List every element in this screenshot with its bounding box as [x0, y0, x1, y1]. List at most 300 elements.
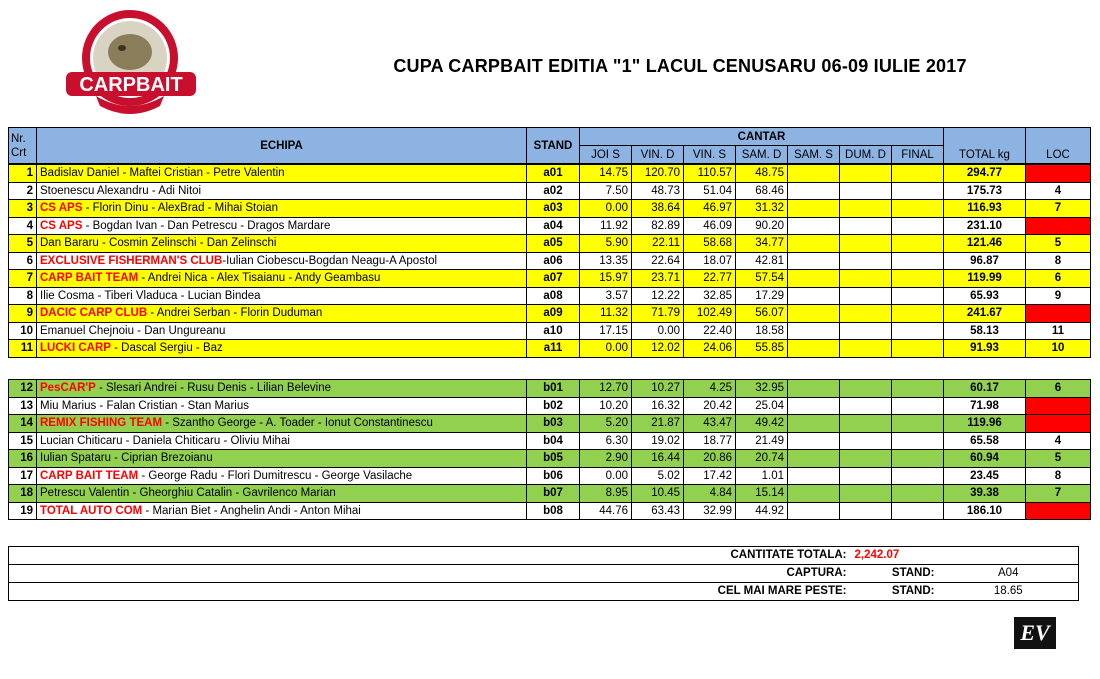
row-nr: 6 — [9, 252, 37, 270]
header-sub-0: JOI S — [580, 146, 632, 164]
row-weight — [840, 235, 892, 253]
row-weight: 18.07 — [684, 252, 736, 270]
row-weight: 1.01 — [736, 467, 788, 485]
row-weight — [892, 200, 944, 218]
row-weight: 15.97 — [580, 270, 632, 288]
row-weight — [892, 432, 944, 450]
club-name: REMIX FISHING TEAM — [40, 417, 163, 430]
row-weight — [840, 287, 892, 305]
table-row — [9, 235, 1091, 253]
table-row — [9, 340, 1091, 358]
row-weight — [788, 415, 840, 433]
row-weight: 68.46 — [736, 182, 788, 200]
team-members: - Florin Dinu - AlexBrad - Mihai Stoian — [82, 202, 278, 215]
row-loc: 5 — [1026, 450, 1091, 468]
row-total: 39.38 — [944, 485, 1026, 503]
row-weight: 15.14 — [736, 485, 788, 503]
row-total: 121.46 — [944, 235, 1026, 253]
team-members: Stoenescu Alexandru - Adi Nitoi — [40, 184, 202, 197]
results-group-b — [8, 379, 1091, 520]
row-weight — [892, 380, 944, 398]
row-weight — [788, 380, 840, 398]
row-weight: 43.47 — [684, 415, 736, 433]
captura-stand-label: STAND: — [851, 565, 939, 583]
header-cantar: CANTAR — [580, 128, 944, 146]
row-weight: 10.20 — [580, 397, 632, 415]
row-stand: a08 — [527, 287, 580, 305]
row-loc: 5 — [1026, 235, 1091, 253]
row-weight — [788, 235, 840, 253]
table-row — [9, 432, 1091, 450]
header-sub-1: VIN. D — [632, 146, 684, 164]
row-weight — [788, 217, 840, 235]
row-stand: a09 — [527, 305, 580, 323]
row-weight: 4.25 — [684, 380, 736, 398]
row-weight: 102.49 — [684, 305, 736, 323]
row-weight: 46.97 — [684, 200, 736, 218]
row-weight: 110.57 — [684, 165, 736, 183]
row-weight: 3.57 — [580, 287, 632, 305]
row-stand: b02 — [527, 397, 580, 415]
results-header — [8, 127, 1091, 164]
row-weight — [788, 397, 840, 415]
row-weight: 4.84 — [684, 485, 736, 503]
svg-text:CARPBAIT: CARPBAIT — [79, 74, 183, 96]
row-total: 231.10 — [944, 217, 1026, 235]
table-row — [9, 450, 1091, 468]
row-weight — [840, 450, 892, 468]
row-weight — [840, 200, 892, 218]
row-weight: 32.95 — [736, 380, 788, 398]
row-loc: 7 — [1026, 485, 1091, 503]
row-total: 65.58 — [944, 432, 1026, 450]
row-total: 175.73 — [944, 182, 1026, 200]
row-loc: 3 — [1026, 217, 1091, 235]
row-weight: 48.73 — [632, 182, 684, 200]
row-weight: 22.64 — [632, 252, 684, 270]
row-team — [37, 322, 527, 340]
row-nr: 3 — [9, 200, 37, 218]
row-weight — [788, 467, 840, 485]
header-team: ECHIPA — [37, 128, 527, 164]
row-team — [37, 200, 527, 218]
row-weight: 0.00 — [580, 340, 632, 358]
row-weight — [892, 270, 944, 288]
row-weight — [840, 502, 892, 520]
row-stand: a06 — [527, 252, 580, 270]
row-loc: 11 — [1026, 322, 1091, 340]
row-weight — [892, 182, 944, 200]
row-weight — [788, 340, 840, 358]
table-row — [9, 287, 1091, 305]
row-nr: 12 — [9, 380, 37, 398]
row-weight — [892, 397, 944, 415]
row-stand: a10 — [527, 322, 580, 340]
row-weight: 5.02 — [632, 467, 684, 485]
row-weight: 32.85 — [684, 287, 736, 305]
row-weight: 18.77 — [684, 432, 736, 450]
row-weight — [892, 217, 944, 235]
row-weight: 22.11 — [632, 235, 684, 253]
team-members: - Szantho George - A. Toader - Ionut Constantinescu — [162, 417, 433, 430]
row-weight: 63.43 — [632, 502, 684, 520]
table-row — [9, 380, 1091, 398]
table-row — [9, 182, 1091, 200]
row-stand: a11 — [527, 340, 580, 358]
row-weight: 6.30 — [580, 432, 632, 450]
table-row — [9, 415, 1091, 433]
row-weight — [892, 322, 944, 340]
page-title: CUPA CARPBAIT EDITIA "1" LACUL CENUSARU 06-09 IULIE 2017 — [393, 56, 967, 76]
row-weight: 56.07 — [736, 305, 788, 323]
row-weight — [892, 340, 944, 358]
row-weight — [892, 165, 944, 183]
row-weight — [840, 322, 892, 340]
peste-stand-label: STAND: — [851, 583, 939, 601]
captura-stand: A04 — [939, 565, 1079, 583]
peste-label: CEL MAI MARE PESTE: — [9, 583, 851, 601]
row-weight: 38.64 — [632, 200, 684, 218]
team-members: - Slesari Andrei - Rusu Denis - Lilian Belevine — [95, 382, 332, 395]
row-team — [37, 502, 527, 520]
ev-badge: EV — [1014, 617, 1056, 649]
row-weight: 21.49 — [736, 432, 788, 450]
team-members: -Iulian Ciobescu-Bogdan Neagu-A Apostol — [222, 254, 438, 267]
team-members: Lucian Chiticaru - Daniela Chiticaru - Oliviu Mihai — [40, 434, 290, 447]
row-weight: 51.04 — [684, 182, 736, 200]
team-members: - George Radu - Flori Dumitrescu - George Vasilache — [138, 469, 413, 482]
row-weight: 44.92 — [736, 502, 788, 520]
row-weight — [840, 165, 892, 183]
row-loc: 4 — [1026, 182, 1091, 200]
club-name: TOTAL AUTO COM — [40, 504, 143, 517]
row-team — [37, 415, 527, 433]
row-weight — [892, 415, 944, 433]
row-weight: 18.58 — [736, 322, 788, 340]
row-stand: a01 — [527, 165, 580, 183]
row-total: 96.87 — [944, 252, 1026, 270]
table-row — [9, 217, 1091, 235]
row-weight — [788, 432, 840, 450]
row-weight — [840, 340, 892, 358]
header-sub-4: SAM. S — [788, 146, 840, 164]
row-weight — [840, 467, 892, 485]
row-weight: 31.32 — [736, 200, 788, 218]
row-weight — [788, 270, 840, 288]
row-stand: b08 — [527, 502, 580, 520]
row-weight — [788, 182, 840, 200]
row-team — [37, 467, 527, 485]
row-total: 91.93 — [944, 340, 1026, 358]
header-sub-6: FINAL — [892, 146, 944, 164]
row-weight: 46.09 — [684, 217, 736, 235]
row-weight: 12.02 — [632, 340, 684, 358]
row-team — [37, 287, 527, 305]
row-weight: 16.44 — [632, 450, 684, 468]
row-loc: 4 — [1026, 432, 1091, 450]
row-weight — [840, 415, 892, 433]
row-stand: a07 — [527, 270, 580, 288]
row-weight: 20.86 — [684, 450, 736, 468]
row-nr: 4 — [9, 217, 37, 235]
row-weight: 55.85 — [736, 340, 788, 358]
team-members: Iulian Spataru - Ciprian Brezoianu — [40, 452, 213, 465]
row-total: 60.17 — [944, 380, 1026, 398]
team-members: - Dascal Sergiu - Baz — [110, 342, 223, 355]
row-total: 294.77 — [944, 165, 1026, 183]
row-total: 65.93 — [944, 287, 1026, 305]
team-members: Dan Bararu - Cosmin Zelinschi - Dan Zelinschi — [40, 237, 277, 250]
row-nr: 18 — [9, 485, 37, 503]
row-weight — [892, 467, 944, 485]
row-nr: 8 — [9, 287, 37, 305]
row-nr: 15 — [9, 432, 37, 450]
row-total: 60.94 — [944, 450, 1026, 468]
row-weight — [840, 305, 892, 323]
table-row — [9, 502, 1091, 520]
row-weight — [788, 485, 840, 503]
team-members: Ilie Cosma - Tiberi Vladuca - Lucian Bindea — [40, 289, 261, 302]
row-weight: 58.68 — [684, 235, 736, 253]
results-group-a — [8, 164, 1091, 358]
row-weight: 21.87 — [632, 415, 684, 433]
row-team — [37, 165, 527, 183]
row-team — [37, 485, 527, 503]
row-stand: b01 — [527, 380, 580, 398]
row-nr: 2 — [9, 182, 37, 200]
row-loc: 6 — [1026, 270, 1091, 288]
table-row — [9, 200, 1091, 218]
team-members: Emanuel Chejnoiu - Dan Ungureanu — [40, 324, 226, 337]
row-total: 241.67 — [944, 305, 1026, 323]
row-team — [37, 305, 527, 323]
row-loc: 6 — [1026, 380, 1091, 398]
row-weight — [892, 502, 944, 520]
row-team — [37, 450, 527, 468]
row-loc: 8 — [1026, 467, 1091, 485]
row-weight — [788, 287, 840, 305]
row-loc: 1 — [1026, 502, 1091, 520]
header-sub-5: DUM. D — [840, 146, 892, 164]
row-weight: 17.15 — [580, 322, 632, 340]
row-weight: 22.77 — [684, 270, 736, 288]
row-team — [37, 270, 527, 288]
club-name: DACIC CARP CLUB — [40, 307, 148, 320]
row-total: 116.93 — [944, 200, 1026, 218]
row-weight: 13.35 — [580, 252, 632, 270]
header-total: TOTAL kg — [944, 128, 1026, 164]
row-weight: 44.76 — [580, 502, 632, 520]
row-team — [37, 182, 527, 200]
row-weight: 7.50 — [580, 182, 632, 200]
row-weight: 48.75 — [736, 165, 788, 183]
team-members: - Andrei Nica - Alex Tisaianu - Andy Geambasu — [138, 272, 381, 285]
row-weight: 11.92 — [580, 217, 632, 235]
row-team — [37, 252, 527, 270]
header-nr: Nr. Crt — [9, 128, 37, 164]
row-loc: 9 — [1026, 287, 1091, 305]
table-row — [9, 252, 1091, 270]
row-weight: 49.42 — [736, 415, 788, 433]
total-value: 2,242.07 — [851, 547, 1079, 565]
row-loc: 7 — [1026, 200, 1091, 218]
row-weight — [840, 380, 892, 398]
club-name: CARP BAIT TEAM — [40, 272, 139, 285]
club-name: CS APS — [40, 219, 83, 232]
table-row — [9, 305, 1091, 323]
row-weight: 20.74 — [736, 450, 788, 468]
row-weight: 57.54 — [736, 270, 788, 288]
row-weight: 20.42 — [684, 397, 736, 415]
row-weight — [892, 305, 944, 323]
row-weight: 22.40 — [684, 322, 736, 340]
row-weight: 17.42 — [684, 467, 736, 485]
row-total: 119.99 — [944, 270, 1026, 288]
row-weight — [840, 252, 892, 270]
row-total: 119.96 — [944, 415, 1026, 433]
table-row — [9, 270, 1091, 288]
row-weight: 42.81 — [736, 252, 788, 270]
row-stand: a02 — [527, 182, 580, 200]
row-loc: 10 — [1026, 340, 1091, 358]
club-name: EXCLUSIVE FISHERMAN'S CLUB — [40, 254, 223, 267]
table-row — [9, 397, 1091, 415]
row-weight: 12.22 — [632, 287, 684, 305]
team-members: Badislav Daniel - Maftei Cristian - Petre Valentin — [40, 167, 285, 180]
row-weight — [788, 200, 840, 218]
row-loc: 3 — [1026, 397, 1091, 415]
team-members: Miu Marius - Falan Cristian - Stan Marius — [40, 399, 249, 412]
row-weight — [840, 397, 892, 415]
header-sub-2: VIN. S — [684, 146, 736, 164]
row-weight — [840, 182, 892, 200]
row-weight: 82.89 — [632, 217, 684, 235]
row-nr: 17 — [9, 467, 37, 485]
team-members: - Andrei Serban - Florin Duduman — [147, 307, 323, 320]
row-nr: 9 — [9, 305, 37, 323]
table-row — [9, 467, 1091, 485]
row-weight: 8.95 — [580, 485, 632, 503]
team-members: - Marian Biet - Anghelin Andi - Anton Mihai — [142, 504, 361, 517]
row-weight: 17.29 — [736, 287, 788, 305]
row-weight: 10.45 — [632, 485, 684, 503]
row-weight: 12.70 — [580, 380, 632, 398]
row-stand: b06 — [527, 467, 580, 485]
header-stand: STAND — [527, 128, 580, 164]
row-weight — [788, 502, 840, 520]
row-weight — [892, 287, 944, 305]
row-nr: 16 — [9, 450, 37, 468]
row-nr: 14 — [9, 415, 37, 433]
row-weight: 90.20 — [736, 217, 788, 235]
row-weight — [840, 432, 892, 450]
row-team — [37, 397, 527, 415]
club-name: CS APS — [40, 202, 83, 215]
row-nr: 1 — [9, 165, 37, 183]
row-total: 58.13 — [944, 322, 1026, 340]
team-members: Petrescu Valentin - Gheorghiu Catalin - Gavrilenco Marian — [40, 487, 336, 500]
row-team — [37, 217, 527, 235]
table-row — [9, 165, 1091, 183]
row-team — [37, 432, 527, 450]
row-team — [37, 340, 527, 358]
row-weight — [840, 270, 892, 288]
row-stand: a03 — [527, 200, 580, 218]
row-weight: 71.79 — [632, 305, 684, 323]
club-name: PesCAR'P — [40, 382, 96, 395]
row-weight: 120.70 — [632, 165, 684, 183]
row-weight: 16.32 — [632, 397, 684, 415]
row-total: 186.10 — [944, 502, 1026, 520]
team-members: - Bogdan Ivan - Dan Petrescu - Dragos Mardare — [82, 219, 331, 232]
row-stand: b07 — [527, 485, 580, 503]
row-weight: 25.04 — [736, 397, 788, 415]
row-weight — [840, 217, 892, 235]
summary-box — [8, 546, 1079, 601]
row-weight: 19.02 — [632, 432, 684, 450]
row-nr: 5 — [9, 235, 37, 253]
row-weight — [788, 252, 840, 270]
row-stand: a05 — [527, 235, 580, 253]
row-weight: 0.00 — [632, 322, 684, 340]
row-weight: 23.71 — [632, 270, 684, 288]
header-sub-3: SAM. D — [736, 146, 788, 164]
row-weight — [892, 235, 944, 253]
row-stand: b05 — [527, 450, 580, 468]
row-weight: 34.77 — [736, 235, 788, 253]
row-weight: 11.32 — [580, 305, 632, 323]
row-weight: 14.75 — [580, 165, 632, 183]
total-label: CANTITATE TOTALA: — [9, 547, 851, 565]
row-total: 71.98 — [944, 397, 1026, 415]
club-name: LUCKI CARP — [40, 342, 111, 355]
row-stand: b04 — [527, 432, 580, 450]
row-nr: 7 — [9, 270, 37, 288]
row-loc: 2 — [1026, 305, 1091, 323]
row-weight — [788, 305, 840, 323]
captura-label: CAPTURA: — [9, 565, 851, 583]
table-row — [9, 322, 1091, 340]
row-nr: 13 — [9, 397, 37, 415]
row-team — [37, 235, 527, 253]
row-loc: 1 — [1026, 165, 1091, 183]
row-weight: 0.00 — [580, 200, 632, 218]
row-weight — [892, 252, 944, 270]
table-row — [9, 485, 1091, 503]
row-total: 23.45 — [944, 467, 1026, 485]
carpbait-logo — [66, 8, 196, 120]
row-weight — [788, 450, 840, 468]
row-weight — [892, 450, 944, 468]
row-loc: 8 — [1026, 252, 1091, 270]
peste-value: 18.65 — [939, 583, 1079, 601]
row-weight — [840, 485, 892, 503]
row-stand: b03 — [527, 415, 580, 433]
row-weight — [788, 322, 840, 340]
header-loc: LOC — [1026, 128, 1091, 164]
row-weight — [788, 165, 840, 183]
row-weight: 5.90 — [580, 235, 632, 253]
row-nr: 10 — [9, 322, 37, 340]
row-nr: 19 — [9, 502, 37, 520]
row-weight: 24.06 — [684, 340, 736, 358]
row-stand: a04 — [527, 217, 580, 235]
row-weight: 32.99 — [684, 502, 736, 520]
row-weight: 0.00 — [580, 467, 632, 485]
row-loc: 2 — [1026, 415, 1091, 433]
row-weight: 10.27 — [632, 380, 684, 398]
row-weight: 2.90 — [580, 450, 632, 468]
